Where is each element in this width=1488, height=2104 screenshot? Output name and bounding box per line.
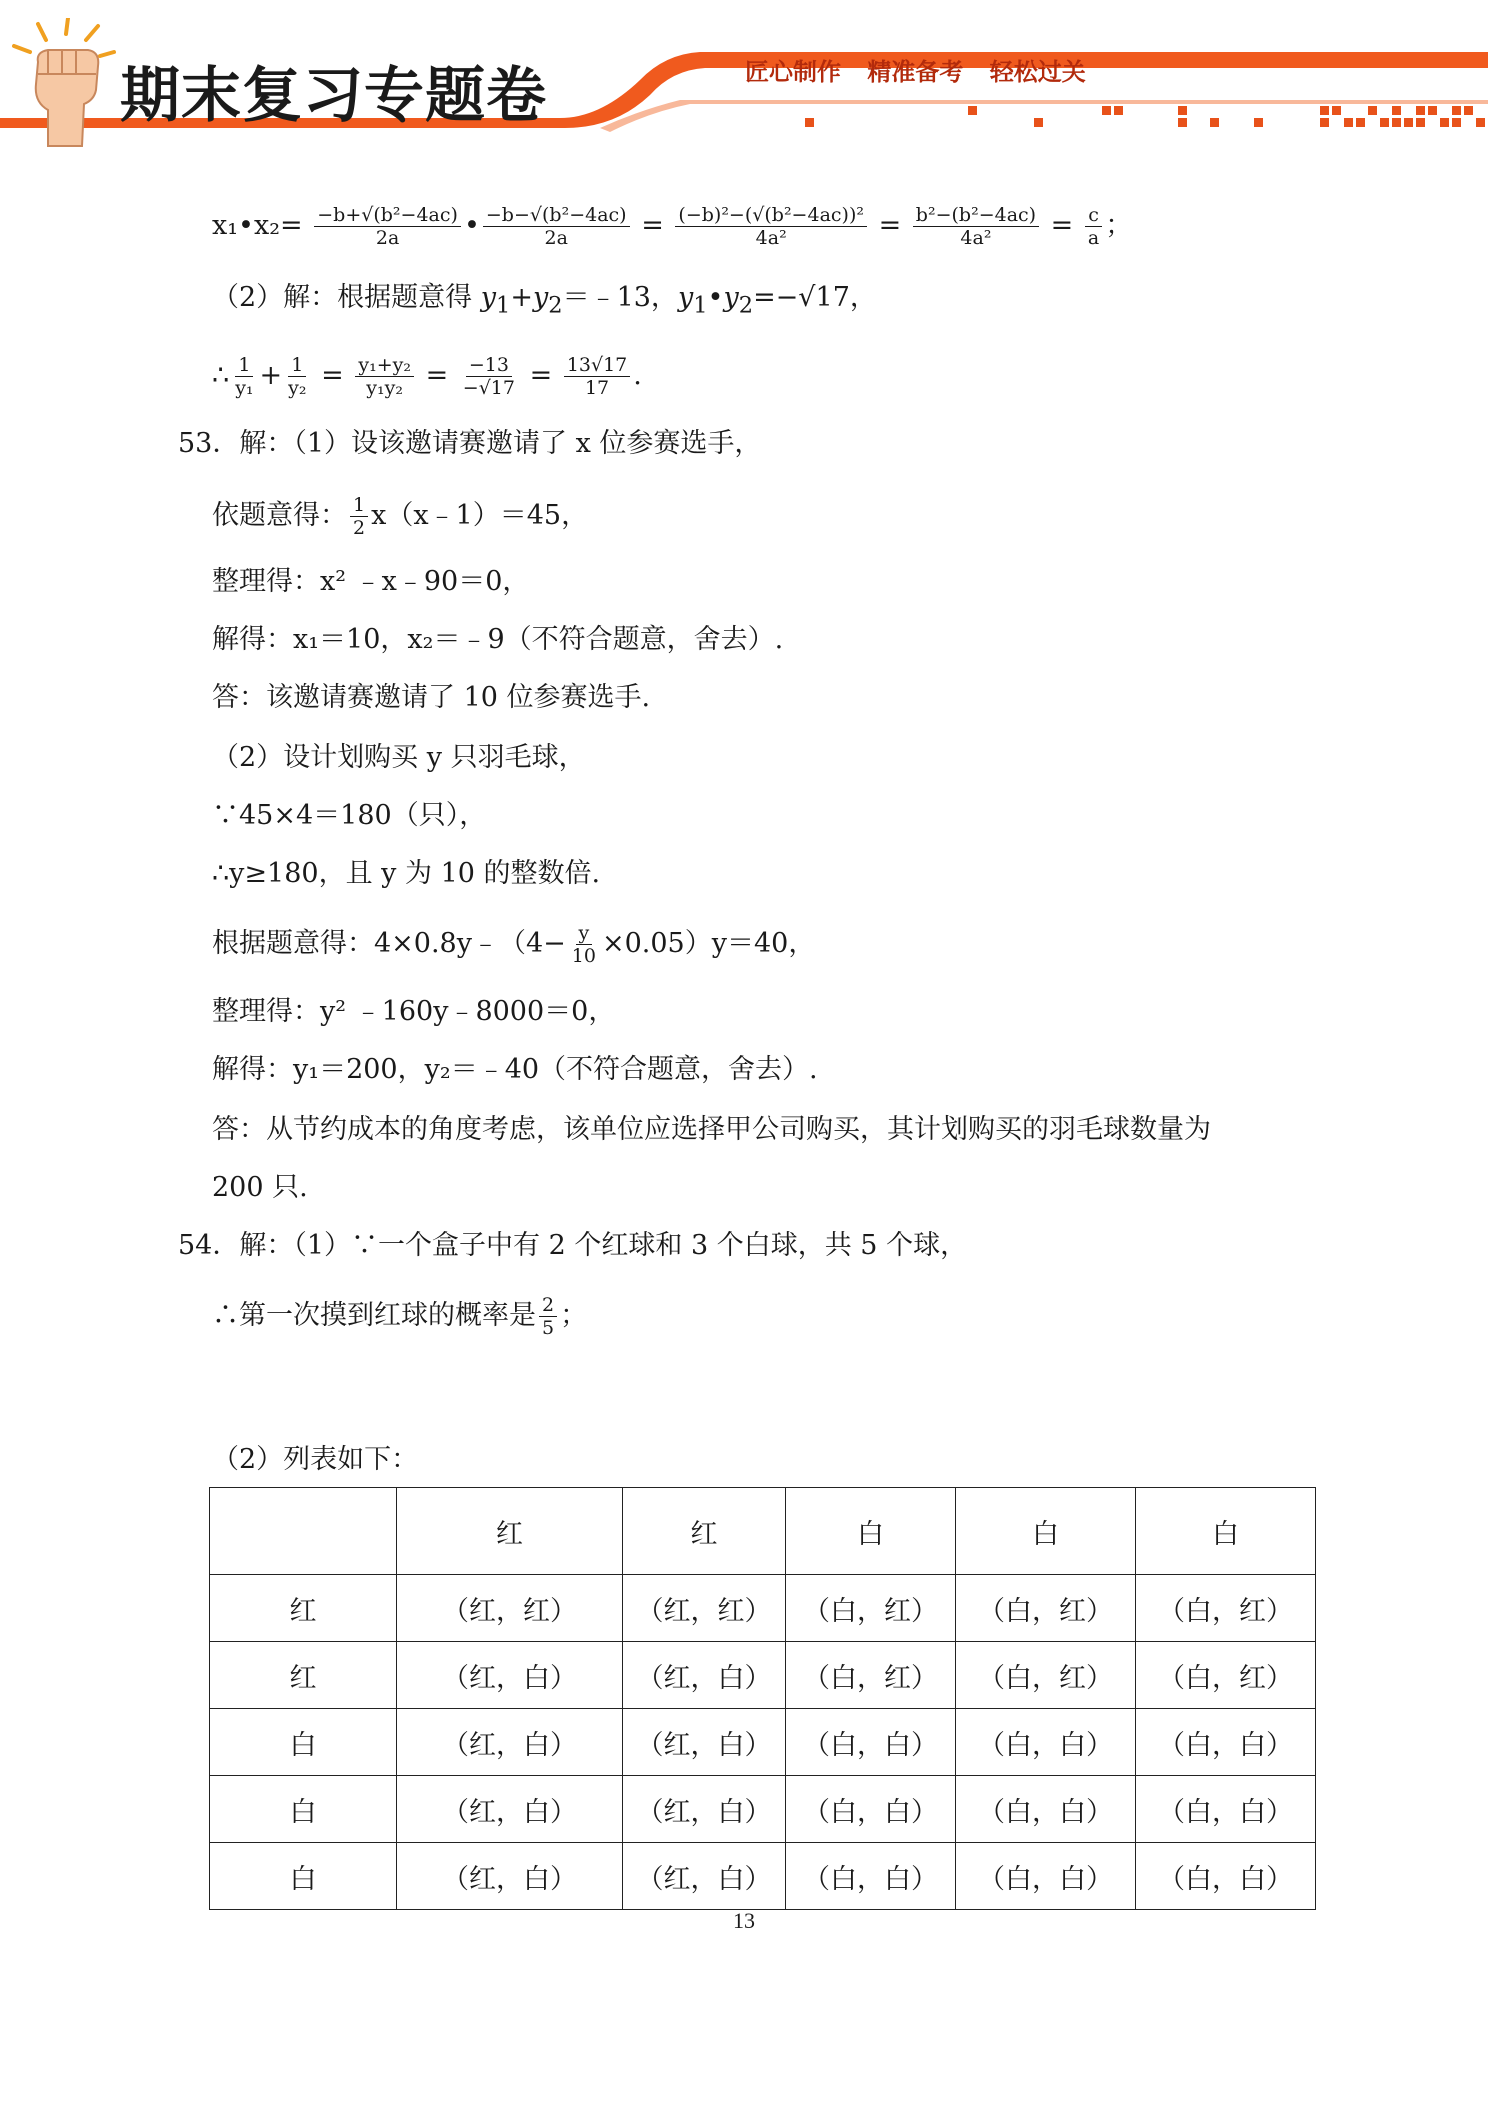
table-cell: 白 (210, 1843, 397, 1910)
fraction: $\frac{\text{−b+√(b²−4ac)}}{2a}$ (314, 204, 461, 249)
table-header-row (210, 1488, 1316, 1575)
formula-product-roots: x₁•x₂= $\frac{\text{−b+√(b²−4ac)}}{2a}$ • $\frac{\text{−b−√(b²−4ac)}}{2a}$ = $\frac{\text{(−b)²−(√(b²−4ac))²}}{\text{4a²}}$ = $\frac{\text{b²−(b²−4ac)}}{\text{4a²}}$ = $\frac{c}{a}$ ； (212, 204, 1133, 249)
outcome-table (209, 1487, 1316, 1910)
table-cell: 红 (210, 1575, 397, 1642)
q53-equation-4: 整理得：y² ﹣160y﹣8000＝0， (212, 996, 616, 1027)
q53-equation-1: 依题意得： $\frac{1}{2}$ x（x﹣1）＝45， (212, 494, 589, 539)
formula-lhs: x₁•x₂= (212, 210, 303, 241)
q53-part-2: （2）设计划购买 y 只羽毛球， (212, 742, 586, 773)
fraction: $\frac{c}{a}$ (1085, 204, 1102, 249)
table-cell: （白，白） (786, 1843, 956, 1910)
table-row (210, 1575, 1316, 1642)
q53-solution-1: 解得：x₁＝10，x₂＝﹣9（不符合题意，舍去）. (212, 624, 784, 655)
fraction: $\frac{y}{10}$ (571, 922, 596, 967)
solution-line: （2）解：根据题意得 $y_1+y_2=﹣13$，$y_1•y_2=-√17$， (212, 282, 877, 319)
q53-answer-1: 答：该邀请赛邀请了 10 位参赛选手. (212, 682, 651, 713)
table-cell: （白，白） (956, 1776, 1136, 1843)
table-cell: （白，白） (956, 1709, 1136, 1776)
q53-solution-2: 解得：y₁＝200，y₂＝﹣40（不符合题意，舍去）. (212, 1054, 818, 1085)
table-cell: （白，红） (956, 1642, 1136, 1709)
table-cell: （红，白） (623, 1843, 786, 1910)
table-row (210, 1843, 1316, 1910)
table-cell: （红，白） (397, 1709, 623, 1776)
table-cell: 白 (956, 1488, 1136, 1575)
fraction: $\frac{\text{−b−√(b²−4ac)}}{2a}$ (483, 204, 630, 249)
formula-reciprocal-sum: ∴ $\frac{1}{\text{y₁}}$ + $\frac{1}{\text{y₂}}$ = $\frac{\text{y₁+y₂}}{\text{y₁y₂}}$ = $\frac{-13}{-√17}$ = $\frac{13√17}{17}$ . (212, 354, 642, 399)
table-cell: （白，红） (786, 1642, 956, 1709)
fraction: $\frac{2}{5}$ (539, 1294, 557, 1339)
page-header (0, 0, 1488, 150)
table-cell: （红，白） (397, 1642, 623, 1709)
table-cell: （红，白） (623, 1709, 786, 1776)
q54-heading: 54．解：（1）∵一个盒子中有 2 个红球和 3 个白球，共 5 个球， (178, 1230, 968, 1261)
table-cell: 白 (210, 1776, 397, 1843)
table-cell: （白，红） (1136, 1642, 1316, 1709)
table-cell: （白，白） (956, 1843, 1136, 1910)
table-cell: （红，红） (397, 1575, 623, 1642)
header-title: 期末复习专题卷 (120, 61, 547, 131)
table-cell: （红，红） (623, 1575, 786, 1642)
fraction: $\frac{-13}{-√17}$ (462, 354, 515, 399)
q53-equation-2: 整理得：x² ﹣x﹣90＝0， (212, 566, 530, 597)
fist-icon (8, 18, 118, 148)
table-cell: 红 (210, 1642, 397, 1709)
table-cell: （白，红） (956, 1575, 1136, 1642)
q53-answer-2a: 答：从节约成本的角度考虑，该单位应选择甲公司购买，其计划购买的羽毛球数量为 (212, 1114, 1211, 1145)
table-cell: （红，白） (397, 1776, 623, 1843)
fraction: $\frac{\text{(−b)²−(√(b²−4ac))²}}{\text{4a²}}$ (675, 204, 867, 249)
q53-therefore: ∴y≥180，且 y 为 10 的整数倍. (212, 858, 601, 889)
table-cell: 白 (210, 1709, 397, 1776)
table-cell: （白，白） (786, 1776, 956, 1843)
table-cell: （红，白） (397, 1843, 623, 1910)
table-row (210, 1642, 1316, 1709)
table-cell: 红 (623, 1488, 786, 1575)
q53-because: ∵45×4＝180（只）， (212, 800, 487, 831)
table-row (210, 1709, 1316, 1776)
table-cell: （红，白） (623, 1642, 786, 1709)
table-cell: （白，红） (786, 1575, 956, 1642)
fraction: $\frac{13√17}{17}$ (564, 354, 630, 399)
fraction: $\frac{\text{y₁+y₂}}{\text{y₁y₂}}$ (355, 354, 414, 399)
table-cell: 红 (397, 1488, 623, 1575)
q53-equation-3: 根据题意得：4×0.8y﹣（4− $\frac{y}{10}$ ×0.05）y＝40， (212, 922, 816, 967)
table-row (210, 1776, 1316, 1843)
table-cell: （白，白） (786, 1709, 956, 1776)
q54-part-2: （2）列表如下： (212, 1444, 419, 1475)
fraction: $\frac{\text{b²−(b²−4ac)}}{\text{4a²}}$ (913, 204, 1039, 249)
fraction: $\frac{1}{\text{y₁}}$ (235, 354, 254, 399)
fraction: $\frac{1}{\text{y₂}}$ (288, 354, 307, 399)
table-cell (210, 1488, 397, 1575)
table-cell: （白，白） (1136, 1843, 1316, 1910)
header-slogan: 匠心制作 精准备考 轻松过关 (745, 58, 1086, 86)
table-cell: （白，白） (1136, 1776, 1316, 1843)
table-cell: （红，白） (623, 1776, 786, 1843)
page-number: 13 (733, 1908, 755, 1933)
table-cell: （白，红） (1136, 1575, 1316, 1642)
q54-probability: ∴第一次摸到红球的概率是 $\frac{2}{5}$ ； (212, 1294, 588, 1339)
q53-answer-2b: 200 只. (212, 1172, 308, 1203)
table-cell: 白 (1136, 1488, 1316, 1575)
q53-heading: 53．解：（1）设该邀请赛邀请了 x 位参赛选手， (178, 428, 762, 459)
table-cell: 白 (786, 1488, 956, 1575)
table-cell: （白，白） (1136, 1709, 1316, 1776)
fraction: $\frac{1}{2}$ (350, 494, 368, 539)
